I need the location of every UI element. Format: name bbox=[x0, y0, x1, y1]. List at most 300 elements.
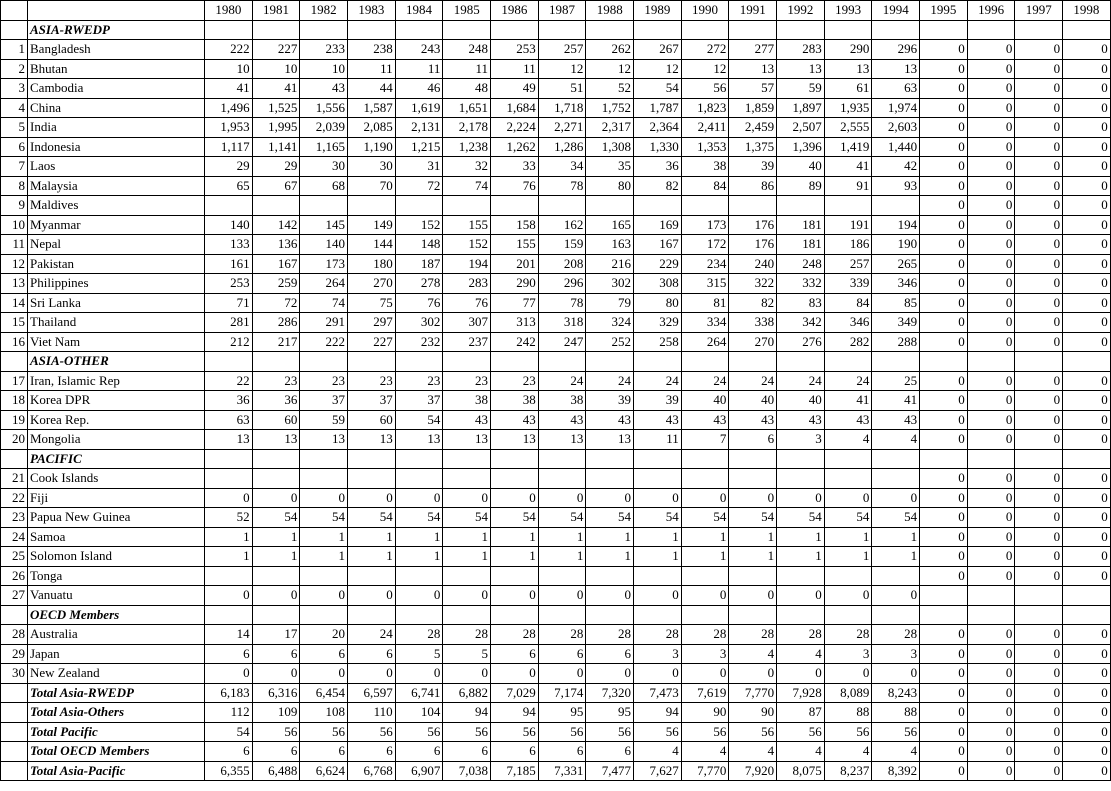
value-cell: 0 bbox=[920, 313, 968, 333]
empty-cell bbox=[395, 449, 443, 469]
value-cell: 0 bbox=[920, 683, 968, 703]
value-cell: 5 bbox=[395, 644, 443, 664]
value-cell: 1,823 bbox=[681, 98, 729, 118]
value-cell: 41 bbox=[824, 157, 872, 177]
value-cell: 194 bbox=[872, 215, 920, 235]
value-cell: 8,243 bbox=[872, 683, 920, 703]
country-name: New Zealand bbox=[28, 664, 205, 684]
value-cell: 40 bbox=[729, 391, 777, 411]
value-cell: 324 bbox=[586, 313, 634, 333]
value-cell: 0 bbox=[920, 508, 968, 528]
value-cell: 54 bbox=[729, 508, 777, 528]
value-cell: 2,555 bbox=[824, 118, 872, 138]
value-cell: 1 bbox=[538, 527, 586, 547]
value-cell: 30 bbox=[348, 157, 396, 177]
table-row bbox=[1, 196, 1111, 216]
value-cell: 56 bbox=[824, 722, 872, 742]
row-index bbox=[1, 703, 28, 723]
value-cell: 267 bbox=[634, 40, 682, 60]
value-cell: 59 bbox=[777, 79, 825, 99]
value-cell: 302 bbox=[586, 274, 634, 294]
year-header: 1990 bbox=[681, 1, 729, 21]
value-cell: 152 bbox=[443, 235, 491, 255]
value-cell: 11 bbox=[634, 430, 682, 450]
empty-cell bbox=[586, 20, 634, 40]
total-row bbox=[1, 703, 1111, 723]
year-header: 1993 bbox=[824, 1, 872, 21]
value-cell: 4 bbox=[681, 742, 729, 762]
value-cell: 28 bbox=[777, 625, 825, 645]
value-cell: 257 bbox=[538, 40, 586, 60]
empty-cell bbox=[777, 605, 825, 625]
value-cell: 142 bbox=[252, 215, 300, 235]
year-header: 1991 bbox=[729, 1, 777, 21]
value-cell: 17 bbox=[252, 625, 300, 645]
empty-cell bbox=[920, 20, 968, 40]
empty-cell bbox=[348, 352, 396, 372]
value-cell bbox=[586, 566, 634, 586]
value-cell: 95 bbox=[538, 703, 586, 723]
value-cell: 0 bbox=[1015, 332, 1063, 352]
value-cell: 6,488 bbox=[252, 761, 300, 781]
value-cell: 2,507 bbox=[777, 118, 825, 138]
value-cell: 43 bbox=[681, 410, 729, 430]
year-header: 1998 bbox=[1063, 1, 1111, 21]
empty-cell bbox=[300, 449, 348, 469]
value-cell bbox=[538, 196, 586, 216]
value-cell: 78 bbox=[538, 293, 586, 313]
value-cell: 222 bbox=[300, 332, 348, 352]
value-cell bbox=[348, 469, 396, 489]
value-cell: 0 bbox=[538, 488, 586, 508]
value-cell: 0 bbox=[920, 59, 968, 79]
value-cell: 6 bbox=[300, 644, 348, 664]
value-cell: 227 bbox=[348, 332, 396, 352]
value-cell: 1 bbox=[872, 527, 920, 547]
empty-cell bbox=[777, 20, 825, 40]
value-cell bbox=[634, 469, 682, 489]
table-row bbox=[1, 371, 1111, 391]
value-cell: 56 bbox=[777, 722, 825, 742]
country-name: Korea Rep. bbox=[28, 410, 205, 430]
year-header: 1992 bbox=[777, 1, 825, 21]
value-cell: 0 bbox=[777, 664, 825, 684]
country-name: Maldives bbox=[28, 196, 205, 216]
value-cell: 2,224 bbox=[491, 118, 539, 138]
value-cell: 1,238 bbox=[443, 137, 491, 157]
value-cell: 1 bbox=[205, 547, 253, 567]
value-cell bbox=[1063, 586, 1111, 606]
country-name: Bangladesh bbox=[28, 40, 205, 60]
section-label: ASIA-OTHER bbox=[28, 352, 205, 372]
value-cell: 0 bbox=[538, 664, 586, 684]
row-index: 23 bbox=[1, 508, 28, 528]
value-cell: 13 bbox=[586, 430, 634, 450]
value-cell: 70 bbox=[348, 176, 396, 196]
value-cell: 11 bbox=[443, 59, 491, 79]
value-cell: 262 bbox=[586, 40, 634, 60]
value-cell bbox=[252, 196, 300, 216]
empty-cell bbox=[777, 449, 825, 469]
country-name: Fiji bbox=[28, 488, 205, 508]
empty-cell bbox=[681, 605, 729, 625]
value-cell: 24 bbox=[538, 371, 586, 391]
table-body bbox=[1, 20, 1111, 781]
value-cell: 1,308 bbox=[586, 137, 634, 157]
value-cell: 0 bbox=[1015, 98, 1063, 118]
value-cell: 25 bbox=[872, 371, 920, 391]
value-cell: 1 bbox=[586, 527, 634, 547]
total-row bbox=[1, 761, 1111, 781]
value-cell: 0 bbox=[920, 488, 968, 508]
value-cell: 0 bbox=[1015, 40, 1063, 60]
country-name: Tonga bbox=[28, 566, 205, 586]
value-cell: 40 bbox=[777, 157, 825, 177]
value-cell: 12 bbox=[538, 59, 586, 79]
value-cell: 0 bbox=[1015, 703, 1063, 723]
value-cell: 59 bbox=[300, 410, 348, 430]
value-cell: 162 bbox=[538, 215, 586, 235]
value-cell: 6 bbox=[538, 742, 586, 762]
header-name-cell bbox=[28, 1, 205, 21]
value-cell: 85 bbox=[872, 293, 920, 313]
section-header-row bbox=[1, 449, 1111, 469]
empty-cell bbox=[1015, 449, 1063, 469]
value-cell: 6,741 bbox=[395, 683, 443, 703]
value-cell: 0 bbox=[920, 196, 968, 216]
value-cell: 1 bbox=[491, 547, 539, 567]
value-cell: 0 bbox=[920, 430, 968, 450]
value-cell: 0 bbox=[1015, 488, 1063, 508]
value-cell: 173 bbox=[300, 254, 348, 274]
value-cell bbox=[729, 469, 777, 489]
empty-cell bbox=[538, 605, 586, 625]
empty-cell bbox=[300, 605, 348, 625]
value-cell: 1 bbox=[252, 547, 300, 567]
value-cell: 3 bbox=[777, 430, 825, 450]
value-cell: 0 bbox=[1063, 254, 1111, 274]
value-cell: 1 bbox=[586, 547, 634, 567]
value-cell: 243 bbox=[395, 40, 443, 60]
empty-cell bbox=[252, 352, 300, 372]
value-cell bbox=[1015, 586, 1063, 606]
value-cell: 0 bbox=[920, 157, 968, 177]
country-name: Iran, Islamic Rep bbox=[28, 371, 205, 391]
value-cell: 1,787 bbox=[634, 98, 682, 118]
value-cell: 1,953 bbox=[205, 118, 253, 138]
value-cell: 173 bbox=[681, 215, 729, 235]
value-cell: 52 bbox=[586, 79, 634, 99]
value-cell: 0 bbox=[967, 430, 1015, 450]
value-cell: 0 bbox=[1063, 508, 1111, 528]
row-index: 13 bbox=[1, 274, 28, 294]
value-cell: 0 bbox=[967, 644, 1015, 664]
value-cell: 283 bbox=[777, 40, 825, 60]
row-index: 12 bbox=[1, 254, 28, 274]
value-cell: 10 bbox=[300, 59, 348, 79]
value-cell: 140 bbox=[300, 235, 348, 255]
empty-cell bbox=[348, 20, 396, 40]
value-cell: 161 bbox=[205, 254, 253, 274]
value-cell: 0 bbox=[1063, 566, 1111, 586]
year-header: 1987 bbox=[538, 1, 586, 21]
value-cell: 0 bbox=[967, 371, 1015, 391]
value-cell: 6,597 bbox=[348, 683, 396, 703]
value-cell: 94 bbox=[491, 703, 539, 723]
value-cell: 1,440 bbox=[872, 137, 920, 157]
value-cell: 165 bbox=[586, 215, 634, 235]
value-cell: 1 bbox=[252, 527, 300, 547]
value-cell: 0 bbox=[1015, 391, 1063, 411]
value-cell: 54 bbox=[252, 508, 300, 528]
value-cell: 6 bbox=[491, 742, 539, 762]
value-cell: 297 bbox=[348, 313, 396, 333]
value-cell: 0 bbox=[729, 664, 777, 684]
empty-cell bbox=[586, 352, 634, 372]
value-cell: 7,029 bbox=[491, 683, 539, 703]
value-cell: 149 bbox=[348, 215, 396, 235]
value-cell: 1 bbox=[872, 547, 920, 567]
value-cell: 276 bbox=[777, 332, 825, 352]
value-cell: 315 bbox=[681, 274, 729, 294]
value-cell: 169 bbox=[634, 215, 682, 235]
value-cell: 0 bbox=[1063, 703, 1111, 723]
value-cell bbox=[300, 196, 348, 216]
value-cell: 240 bbox=[729, 254, 777, 274]
value-cell: 7,038 bbox=[443, 761, 491, 781]
empty-cell bbox=[252, 20, 300, 40]
value-cell: 13 bbox=[538, 430, 586, 450]
value-cell: 43 bbox=[443, 410, 491, 430]
value-cell: 339 bbox=[824, 274, 872, 294]
table-row bbox=[1, 79, 1111, 99]
value-cell: 54 bbox=[634, 508, 682, 528]
value-cell: 0 bbox=[1063, 235, 1111, 255]
value-cell: 190 bbox=[872, 235, 920, 255]
value-cell: 56 bbox=[300, 722, 348, 742]
value-cell: 1,684 bbox=[491, 98, 539, 118]
value-cell: 0 bbox=[300, 586, 348, 606]
section-header-row bbox=[1, 352, 1111, 372]
value-cell: 0 bbox=[920, 254, 968, 274]
value-cell: 0 bbox=[586, 488, 634, 508]
value-cell: 281 bbox=[205, 313, 253, 333]
country-name: Vanuatu bbox=[28, 586, 205, 606]
empty-cell bbox=[1063, 352, 1111, 372]
table-row bbox=[1, 625, 1111, 645]
value-cell: 4 bbox=[824, 742, 872, 762]
value-cell: 57 bbox=[729, 79, 777, 99]
country-name: Thailand bbox=[28, 313, 205, 333]
value-cell: 0 bbox=[1015, 566, 1063, 586]
value-cell: 0 bbox=[1015, 527, 1063, 547]
value-cell: 1,587 bbox=[348, 98, 396, 118]
value-cell: 296 bbox=[872, 40, 920, 60]
empty-cell bbox=[586, 605, 634, 625]
value-cell bbox=[538, 469, 586, 489]
value-cell: 176 bbox=[729, 235, 777, 255]
value-cell: 233 bbox=[300, 40, 348, 60]
value-cell: 1 bbox=[634, 527, 682, 547]
country-name: Korea DPR bbox=[28, 391, 205, 411]
value-cell: 24 bbox=[681, 371, 729, 391]
value-cell: 264 bbox=[300, 274, 348, 294]
value-cell bbox=[729, 566, 777, 586]
value-cell: 13 bbox=[491, 430, 539, 450]
value-cell: 28 bbox=[586, 625, 634, 645]
value-cell: 0 bbox=[967, 391, 1015, 411]
value-cell bbox=[252, 469, 300, 489]
value-cell: 0 bbox=[920, 79, 968, 99]
value-cell: 12 bbox=[586, 59, 634, 79]
year-header: 1989 bbox=[634, 1, 682, 21]
value-cell: 1 bbox=[348, 527, 396, 547]
value-cell: 186 bbox=[824, 235, 872, 255]
value-cell: 7,920 bbox=[729, 761, 777, 781]
value-cell: 283 bbox=[443, 274, 491, 294]
value-cell: 2,271 bbox=[538, 118, 586, 138]
value-cell: 38 bbox=[491, 391, 539, 411]
value-cell: 0 bbox=[967, 508, 1015, 528]
value-cell: 1,995 bbox=[252, 118, 300, 138]
value-cell: 6,316 bbox=[252, 683, 300, 703]
value-cell: 0 bbox=[967, 98, 1015, 118]
value-cell bbox=[300, 566, 348, 586]
value-cell: 6 bbox=[205, 742, 253, 762]
value-cell: 6,907 bbox=[395, 761, 443, 781]
total-row bbox=[1, 742, 1111, 762]
empty-cell bbox=[777, 352, 825, 372]
value-cell: 28 bbox=[538, 625, 586, 645]
value-cell: 334 bbox=[681, 313, 729, 333]
value-cell: 0 bbox=[1063, 157, 1111, 177]
value-cell: 34 bbox=[538, 157, 586, 177]
value-cell: 1 bbox=[777, 547, 825, 567]
value-cell: 4 bbox=[777, 644, 825, 664]
value-cell: 6,183 bbox=[205, 683, 253, 703]
value-cell bbox=[395, 469, 443, 489]
value-cell: 24 bbox=[824, 371, 872, 391]
table-row bbox=[1, 176, 1111, 196]
row-index: 27 bbox=[1, 586, 28, 606]
value-cell: 194 bbox=[443, 254, 491, 274]
value-cell: 163 bbox=[586, 235, 634, 255]
empty-cell bbox=[395, 352, 443, 372]
value-cell: 0 bbox=[1015, 137, 1063, 157]
total-label: Total Asia-Others bbox=[28, 703, 205, 723]
value-cell: 1 bbox=[824, 527, 872, 547]
empty-cell bbox=[205, 605, 253, 625]
empty-cell bbox=[872, 20, 920, 40]
value-cell bbox=[824, 469, 872, 489]
value-cell bbox=[824, 566, 872, 586]
value-cell: 252 bbox=[586, 332, 634, 352]
value-cell: 13 bbox=[395, 430, 443, 450]
value-cell: 237 bbox=[443, 332, 491, 352]
empty-cell bbox=[443, 352, 491, 372]
value-cell: 41 bbox=[252, 79, 300, 99]
value-cell: 56 bbox=[538, 722, 586, 742]
value-cell: 112 bbox=[205, 703, 253, 723]
empty-cell bbox=[538, 352, 586, 372]
value-cell bbox=[348, 566, 396, 586]
value-cell: 349 bbox=[872, 313, 920, 333]
value-cell: 272 bbox=[681, 40, 729, 60]
value-cell: 54 bbox=[443, 508, 491, 528]
empty-cell bbox=[634, 605, 682, 625]
table-row bbox=[1, 137, 1111, 157]
row-index: 2 bbox=[1, 59, 28, 79]
value-cell: 54 bbox=[824, 508, 872, 528]
value-cell: 2,411 bbox=[681, 118, 729, 138]
value-cell: 1 bbox=[300, 547, 348, 567]
value-cell: 0 bbox=[1015, 722, 1063, 742]
empty-cell bbox=[681, 20, 729, 40]
empty-cell bbox=[1015, 605, 1063, 625]
value-cell: 1,496 bbox=[205, 98, 253, 118]
value-cell: 28 bbox=[872, 625, 920, 645]
value-cell: 56 bbox=[681, 722, 729, 742]
value-cell: 37 bbox=[395, 391, 443, 411]
country-name: Malaysia bbox=[28, 176, 205, 196]
value-cell: 56 bbox=[443, 722, 491, 742]
value-cell: 7,770 bbox=[681, 761, 729, 781]
value-cell: 0 bbox=[634, 488, 682, 508]
value-cell: 329 bbox=[634, 313, 682, 333]
row-index: 15 bbox=[1, 313, 28, 333]
row-index: 16 bbox=[1, 332, 28, 352]
value-cell: 6,624 bbox=[300, 761, 348, 781]
table-row bbox=[1, 313, 1111, 333]
value-cell: 0 bbox=[1063, 137, 1111, 157]
value-cell: 144 bbox=[348, 235, 396, 255]
empty-cell bbox=[1015, 352, 1063, 372]
value-cell: 13 bbox=[300, 430, 348, 450]
country-name: Bhutan bbox=[28, 59, 205, 79]
value-cell: 13 bbox=[729, 59, 777, 79]
value-cell: 7,473 bbox=[634, 683, 682, 703]
row-index: 22 bbox=[1, 488, 28, 508]
empty-cell bbox=[443, 449, 491, 469]
value-cell: 0 bbox=[1015, 274, 1063, 294]
value-cell: 22 bbox=[205, 371, 253, 391]
value-cell: 0 bbox=[586, 664, 634, 684]
value-cell: 35 bbox=[586, 157, 634, 177]
value-cell: 1,859 bbox=[729, 98, 777, 118]
value-cell: 229 bbox=[634, 254, 682, 274]
year-header: 1985 bbox=[443, 1, 491, 21]
value-cell: 0 bbox=[967, 176, 1015, 196]
value-cell: 49 bbox=[491, 79, 539, 99]
value-cell: 0 bbox=[252, 488, 300, 508]
value-cell: 2,085 bbox=[348, 118, 396, 138]
value-cell: 54 bbox=[634, 79, 682, 99]
value-cell: 110 bbox=[348, 703, 396, 723]
empty-cell bbox=[967, 605, 1015, 625]
value-cell: 0 bbox=[824, 586, 872, 606]
value-cell: 0 bbox=[1063, 410, 1111, 430]
country-name: Sri Lanka bbox=[28, 293, 205, 313]
value-cell: 0 bbox=[967, 137, 1015, 157]
empty-cell bbox=[1063, 605, 1111, 625]
value-cell bbox=[491, 196, 539, 216]
value-cell: 1 bbox=[443, 547, 491, 567]
value-cell: 0 bbox=[872, 586, 920, 606]
value-cell: 54 bbox=[300, 508, 348, 528]
value-cell: 74 bbox=[443, 176, 491, 196]
value-cell: 0 bbox=[205, 488, 253, 508]
value-cell: 0 bbox=[967, 488, 1015, 508]
